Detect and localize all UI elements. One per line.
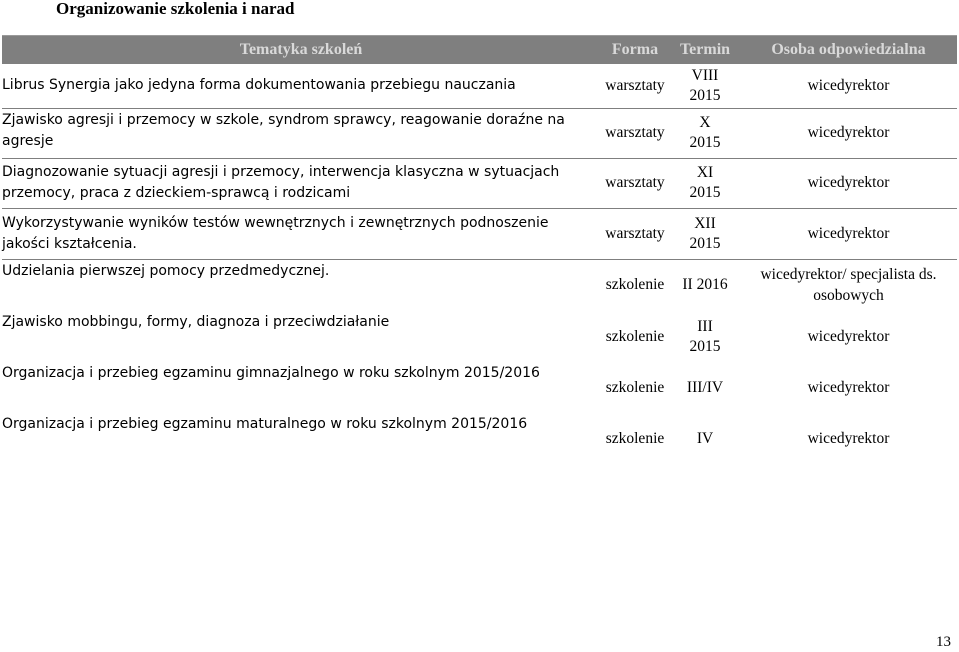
form-cell: szkolenie bbox=[605, 378, 665, 396]
term-cell bbox=[670, 64, 740, 108]
table-header-row bbox=[2, 36, 957, 65]
term-year: 2015 bbox=[689, 86, 721, 104]
topic-cell: Librus Synergia jako jedyna forma dokumentowania przebiegu nauczania bbox=[2, 64, 600, 108]
topic-cell: Zjawisko mobbingu, formy, diagnoza i przeciwdziałanie bbox=[2, 314, 390, 330]
table-row bbox=[2, 311, 957, 362]
term-cell: IV bbox=[696, 429, 714, 447]
person-cell: wicedyrektor bbox=[807, 327, 890, 345]
person-cell: wicedyrektor bbox=[807, 378, 890, 396]
topic-cell: Udzielania pierwszej pomocy przedmedycznej. bbox=[2, 262, 330, 279]
header-term: Termin bbox=[670, 36, 740, 65]
term-cell: II 2016 bbox=[682, 276, 728, 294]
term-month: X bbox=[699, 114, 711, 131]
person-cell: wicedyrektor bbox=[740, 158, 957, 208]
person-cell: wicedyrektor bbox=[740, 64, 957, 108]
person-cell bbox=[740, 259, 957, 311]
term-cell bbox=[670, 311, 740, 362]
form-cell: szkolenie bbox=[605, 429, 665, 447]
person-line-1: wicedyrektor/ specjalista ds. bbox=[760, 266, 937, 284]
form-cell: szkolenie bbox=[605, 276, 665, 294]
topic-cell: Organizacja i przebieg egzaminu gimnazjalnego w roku szkolnym 2015/2016 bbox=[2, 365, 540, 381]
table-row bbox=[2, 108, 957, 158]
term-cell bbox=[670, 208, 740, 259]
term-year: 2015 bbox=[689, 134, 721, 151]
term-month: VIII bbox=[691, 66, 719, 84]
term-month: III bbox=[697, 317, 713, 335]
form-cell: warsztaty bbox=[600, 158, 670, 208]
term-month: XII bbox=[694, 214, 716, 232]
header-topic: Tematyka szkoleń bbox=[2, 36, 600, 65]
person-cell: wicedyrektor bbox=[807, 429, 890, 447]
term-year: 2015 bbox=[689, 234, 721, 252]
training-schedule-table bbox=[2, 35, 957, 464]
table-row bbox=[2, 413, 957, 464]
topic-cell: Zjawisko agresji i przemocy w szkole, syndrom sprawcy, reagowanie doraźne na agresje bbox=[2, 108, 600, 158]
term-month: XI bbox=[696, 164, 714, 181]
topic-cell: Organizacja i przebieg egzaminu maturalnego w roku szkolnym 2015/2016 bbox=[2, 416, 528, 432]
table-row bbox=[2, 208, 957, 259]
table-row bbox=[2, 362, 957, 413]
form-cell: szkolenie bbox=[605, 327, 665, 345]
form-cell: warsztaty bbox=[600, 108, 670, 158]
person-cell: wicedyrektor bbox=[740, 208, 957, 259]
term-cell: III/IV bbox=[686, 378, 724, 396]
form-cell: warsztaty bbox=[600, 208, 670, 259]
header-person: Osoba odpowiedzialna bbox=[740, 36, 957, 65]
person-line-2: osobowych bbox=[813, 287, 884, 305]
topic-cell: Wykorzystywanie wyników testów wewnętrznych i zewnętrznych podnoszenie jakości kształcenia. bbox=[2, 208, 600, 259]
person-cell: wicedyrektor bbox=[740, 108, 957, 158]
table-row bbox=[2, 64, 957, 108]
page-title: Organizowanie szkolenia i narad bbox=[56, 0, 295, 18]
table-row bbox=[2, 158, 957, 208]
header-form: Forma bbox=[600, 36, 670, 65]
page-number: 13 bbox=[936, 634, 951, 650]
term-cell bbox=[670, 108, 740, 158]
term-year: 2015 bbox=[689, 337, 721, 355]
term-year: 2015 bbox=[689, 184, 721, 201]
table-row bbox=[2, 259, 957, 311]
term-cell bbox=[670, 158, 740, 208]
form-cell: warsztaty bbox=[600, 64, 670, 108]
topic-cell: Diagnozowanie sytuacji agresji i przemocy, interwencja klasyczna w sytuacjach przemocy, praca z dzieckiem-sprawcą i rodzicami bbox=[2, 158, 600, 208]
